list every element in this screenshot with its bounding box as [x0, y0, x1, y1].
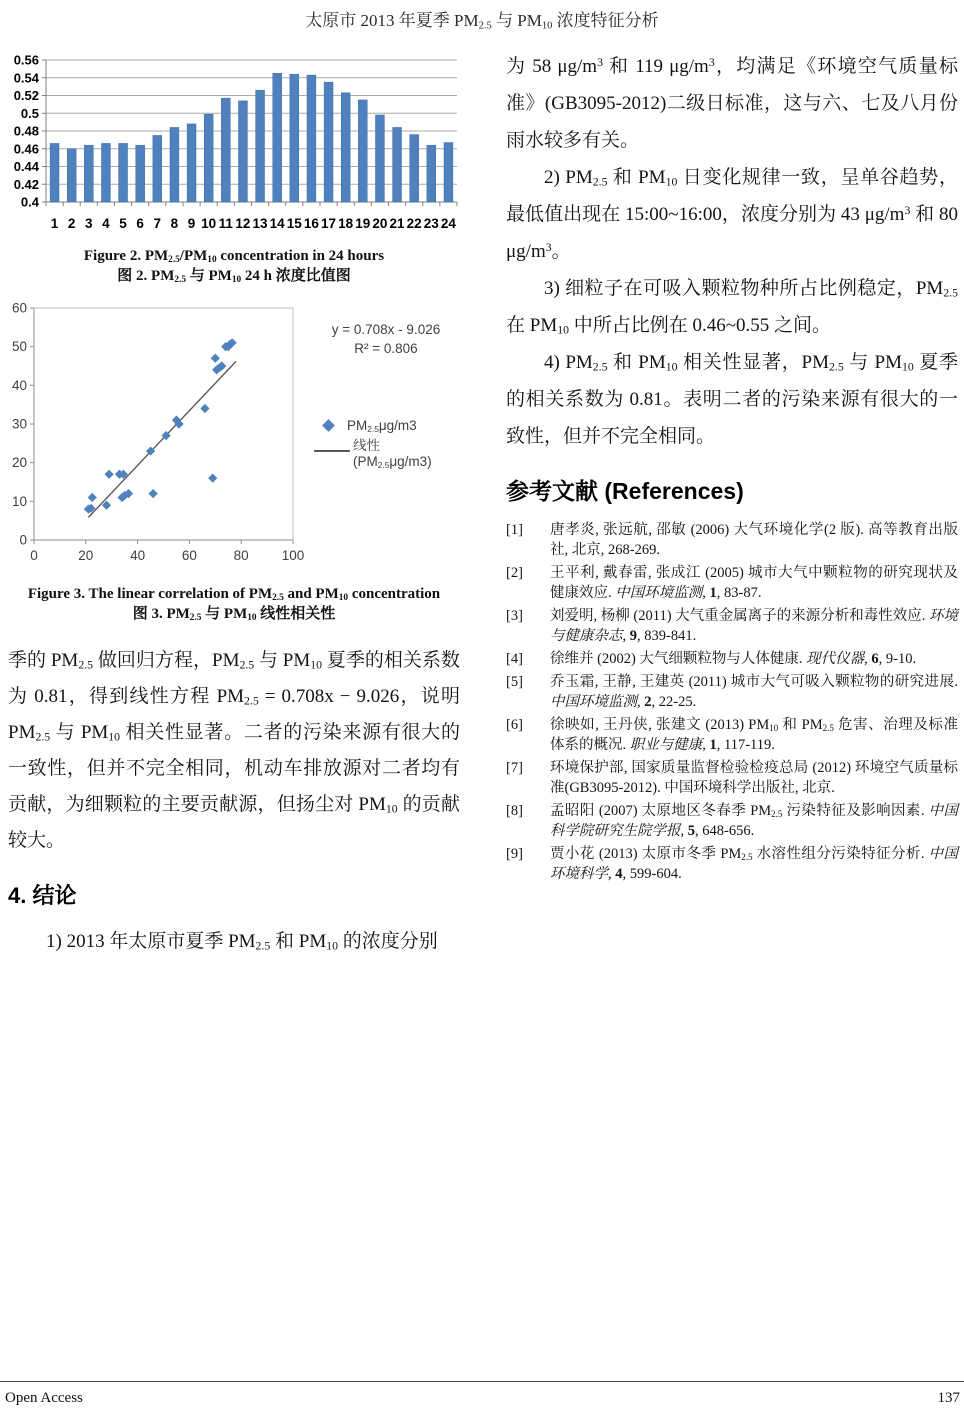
r-squared-text: R² = 0.806	[354, 341, 418, 356]
legend-line-icon	[314, 450, 350, 452]
reference-text: 徐维并 (2002) 大气细颗粒物与人体健康. 现代仪器, 6, 9-10.	[550, 651, 917, 667]
svg-text:12: 12	[235, 216, 251, 231]
trendline-equation	[306, 320, 466, 358]
svg-text:4: 4	[102, 216, 110, 231]
svg-text:1: 1	[50, 216, 59, 231]
right-column	[506, 48, 958, 887]
svg-text:40: 40	[11, 377, 27, 393]
legend-point-label: $PM_{2.5}\mu g/m3$	[347, 417, 417, 434]
svg-text:80: 80	[233, 548, 249, 563]
figure2-caption	[8, 246, 460, 286]
svg-text:17: 17	[321, 216, 337, 231]
svg-text:5: 5	[119, 216, 127, 231]
references-heading: 参考文献 (References)	[506, 478, 744, 504]
paragraph-1: 为 58 $\mu g/m^3$ 和 119 $\mu g/m^3$，均满足《环境空气质量标准》(GB3095-2012)二级日标准，这与六、七及八月份雨水较多有关。	[506, 56, 958, 151]
svg-text:0: 0	[19, 532, 27, 548]
svg-text:0.5: 0.5	[20, 105, 39, 121]
bar-chart-svg	[8, 52, 460, 234]
reference-text: 王平利, 戴春雷, 张成江 (2005) 城市大气中颗粒物的研究现状及健康效应. 中国环境监测, 1, 83-87.	[550, 565, 958, 601]
figure3-caption-zh: 图 3. $PM_{2.5}$ 与 $PM_{10}$ 线性相关性	[132, 606, 336, 624]
reference-item	[506, 758, 958, 798]
chart-legend	[314, 412, 460, 470]
footer-open-access: Open Access	[5, 1390, 83, 1406]
reference-number: [1]	[506, 522, 523, 538]
svg-text:10: 10	[11, 493, 27, 509]
reference-text: 刘爱明, 杨柳 (2011) 大气重金属离子的来源分析和毒性效应. 环境与健康杂志, 9, 839-841.	[550, 608, 959, 644]
reference-text: 乔玉霜, 王静, 王建英 (2011) 城市大气可吸入颗粒物的研究进展. 中国环境监测, 2, 22-25.	[550, 674, 958, 710]
legend-diamond-icon	[322, 419, 335, 432]
conclusion-heading: 4. 结论	[8, 883, 77, 908]
svg-text:13: 13	[252, 216, 268, 231]
reference-number: [5]	[506, 674, 523, 690]
svg-text:8: 8	[170, 216, 179, 231]
legend-line-row	[314, 437, 460, 470]
footer-rule	[0, 1381, 964, 1382]
svg-text:20: 20	[78, 548, 94, 563]
references-list	[506, 520, 958, 884]
svg-text:60: 60	[11, 300, 27, 316]
svg-text:0: 0	[30, 548, 38, 563]
equation-text: y = 0.708x - 9.026	[331, 322, 441, 337]
svg-text:50: 50	[11, 339, 27, 355]
reference-item	[506, 844, 958, 884]
body-paragraph: 季的 $PM_{2.5}$ 做回归方程，$PM_{2.5}$ 与 $PM_{10}$ 夏季的相关系数为 0.81，得到线性方程 $PM_{2.5} = 0.708x - 9.026$，说明 $PM_{2.5}$ 与 $PM_{10}$ 相关性显著。二者的污染来源有很大的一致性，但并不完全相同，机动车排放源对二者均有贡献，为细颗粒的主要贡献源，但扬尘对 $PM_{10}$ 的贡献较大。	[8, 650, 460, 851]
svg-text:24: 24	[440, 216, 456, 231]
reference-item	[506, 563, 958, 603]
reference-text: 唐孝炎, 张远航, 邵敏 (2006) 大气环境化学(2 版). 高等教育出版社, 北京, 268-269.	[550, 522, 958, 558]
reference-number: [9]	[506, 846, 523, 862]
reference-number: [8]	[506, 803, 523, 819]
conclusion-item-1: 1) 2013 年太原市夏季 $PM_{2.5}$ 和 $PM_{10}$ 的浓度分别	[46, 931, 438, 953]
reference-number: [6]	[506, 717, 523, 733]
svg-text:19: 19	[355, 216, 371, 231]
reference-number: [4]	[506, 651, 523, 667]
svg-text:60: 60	[181, 548, 197, 563]
svg-text:0.52: 0.52	[13, 88, 39, 103]
svg-text:10: 10	[201, 216, 217, 231]
reference-item	[506, 649, 958, 669]
reference-text: 贾小花 (2013) 太原市冬季 $PM_{2.5}$ 水溶性组分污染特征分析. 中国环境科学, 4, 599-604.	[550, 846, 958, 882]
bar-chart-figure2	[8, 52, 460, 234]
reference-item	[506, 520, 958, 560]
scatter-chart-figure3	[8, 292, 460, 575]
svg-text:100: 100	[281, 548, 305, 563]
svg-text:30: 30	[11, 416, 27, 432]
reference-text: 孟昭阳 (2007) 太原地区冬春季 $PM_{2.5}$ 污染特征及影响因素. 中国科学院研究生院学报, 5, 648-656.	[550, 803, 958, 839]
reference-item	[506, 801, 958, 841]
svg-text:2: 2	[67, 216, 76, 231]
svg-text:20: 20	[11, 455, 27, 471]
svg-text:40: 40	[130, 548, 146, 563]
svg-text:0.56: 0.56	[13, 52, 39, 68]
paragraph-4: 4) $PM_{2.5}$ 和 $PM_{10}$ 相关性显著，$PM_{2.5}$ 与 $PM_{10}$ 夏季的相关系数为 0.81。表明二者的污染来源有很大的一致性，但并不完全相同。	[506, 352, 958, 447]
reference-text: 环境保护部, 国家质量监督检验检疫总局 (2012) 环境空气质量标准(GB3095-2012). 中国环境科学出版社, 北京.	[550, 760, 958, 796]
svg-text:16: 16	[303, 216, 319, 231]
svg-text:0.44: 0.44	[13, 159, 39, 174]
figure2-caption-en: Figure 2. $PM_{2.5}/PM_{10}$ concentration in 24 hours	[83, 248, 385, 266]
svg-text:9: 9	[187, 216, 196, 231]
svg-text:0.54: 0.54	[13, 70, 39, 86]
svg-text:20: 20	[372, 216, 388, 231]
legend-line-label: 线性 $(PM_{2.5}\mu g/m3)$	[353, 437, 432, 470]
left-column	[8, 48, 460, 960]
paragraph-3: 3) 细粒子在可吸入颗粒物种所占比例稳定，$PM_{2.5}$ 在 $PM_{10}$ 中所占比例在 0.46~0.55 之间。	[506, 278, 958, 337]
page-header-title: 太原市 2013 年夏季 $PM_{2.5}$ 与 $PM_{10}$ 浓度特征分析	[305, 11, 659, 32]
svg-text:14: 14	[269, 216, 285, 231]
figure2-caption-zh: 图 2. $PM_{2.5}$ 与 $PM_{10}$ 24 h 浓度比值图	[117, 268, 351, 286]
svg-text:23: 23	[423, 216, 439, 231]
svg-text:22: 22	[406, 216, 422, 231]
reference-number: [2]	[506, 565, 523, 581]
svg-text:7: 7	[153, 216, 162, 231]
reference-item	[506, 672, 958, 712]
reference-item	[506, 715, 958, 755]
svg-text:0.42: 0.42	[13, 176, 39, 192]
svg-text:3: 3	[85, 216, 93, 231]
figure3-caption-en: Figure 3. The linear correlation of $PM_{2.5}$ and $PM_{10}$ concentration	[27, 586, 441, 604]
svg-text:0.46: 0.46	[13, 141, 39, 157]
svg-text:0.4: 0.4	[20, 194, 39, 210]
svg-text:6: 6	[136, 216, 144, 231]
svg-text:21: 21	[389, 216, 405, 231]
figure3-caption	[8, 584, 460, 624]
reference-item	[506, 606, 958, 646]
reference-number: [7]	[506, 760, 523, 776]
svg-text:11: 11	[218, 216, 233, 231]
svg-text:15: 15	[286, 216, 302, 231]
reference-number: [3]	[506, 608, 523, 624]
svg-text:18: 18	[338, 216, 354, 231]
svg-text:0.48: 0.48	[13, 123, 39, 139]
paragraph-2: 2) $PM_{2.5}$ 和 $PM_{10}$ 日变化规律一致，呈单谷趋势，最低值出现在 15:00~16:00，浓度分别为 43 $\mu g/m^3$ 和 80 $\mu g/m^3$。	[506, 167, 958, 262]
footer-page-number: 137	[937, 1390, 960, 1406]
reference-text: 徐映如, 王丹侠, 张建文 (2013) $PM_{10}$ 和 $PM_{2.5}$ 危害、治理及标准体系的概况. 职业与健康, 1, 117-119.	[550, 717, 958, 753]
